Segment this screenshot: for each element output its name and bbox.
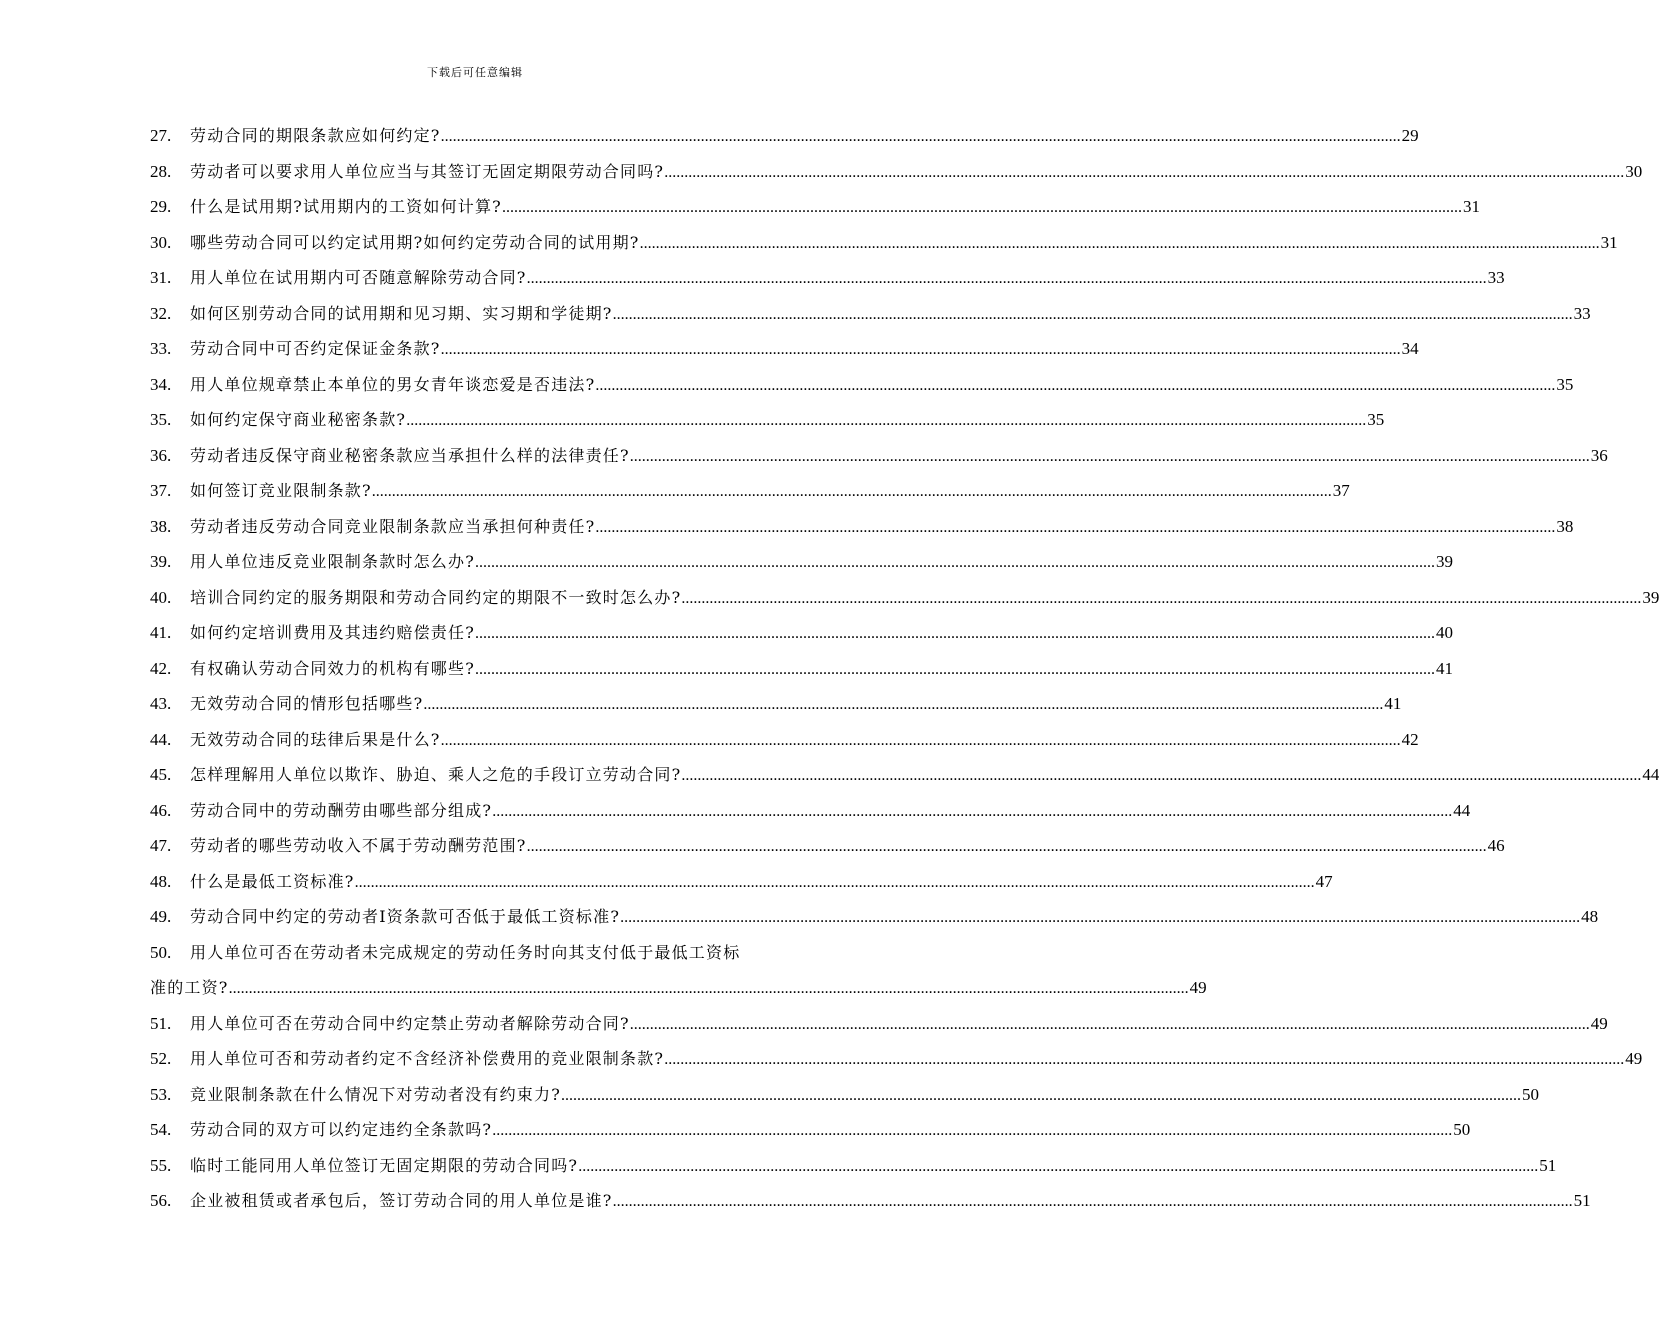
toc-entry-title: 劳动者违反劳动合同竞业限制条款应当承担何种责任?	[190, 516, 596, 536]
toc-dot-leader	[502, 190, 1462, 226]
toc-entry-title: 临时工能同用人单位签订无固定期限的劳动合同吗?	[190, 1155, 579, 1175]
toc-entry[interactable]	[150, 580, 1659, 616]
toc-entry-page: 40	[1435, 623, 1453, 642]
toc-entry-number: 54.	[150, 1120, 172, 1139]
toc-entry-page: 42	[1401, 729, 1419, 749]
toc-entry-number: 56.	[150, 1191, 172, 1210]
toc-entry-title: 劳动者的哪些劳动收入不属于劳动酬劳范围?	[190, 836, 527, 855]
toc-entry[interactable]	[150, 473, 1350, 509]
toc-dot-leader	[475, 545, 1435, 581]
toc-entry-number: 34.	[150, 374, 172, 394]
toc-entry-title: 无效劳动合同的情形包括哪些?	[190, 694, 424, 713]
toc-dot-leader	[664, 1042, 1624, 1078]
toc-dot-leader	[613, 1184, 1573, 1220]
toc-entry-number: 44.	[150, 729, 172, 749]
toc-dot-leader	[640, 226, 1600, 262]
toc-entry[interactable]	[150, 899, 1599, 935]
toc-entry-page: 51	[1573, 1191, 1591, 1210]
toc-entry-page: 38	[1556, 516, 1574, 536]
table-of-contents	[150, 118, 1659, 1219]
toc-dot-leader	[527, 261, 1487, 297]
toc-dot-leader	[441, 332, 1401, 368]
toc-entry-number: 30.	[150, 232, 172, 252]
toc-entry-title: 哪些劳动合同可以约定试用期?如何约定劳动合同的试用期?	[190, 232, 640, 252]
toc-dot-leader	[475, 616, 1435, 652]
toc-dot-leader	[630, 439, 1590, 475]
toc-entry-50-line1[interactable]	[150, 935, 818, 971]
toc-dot-leader	[423, 687, 1383, 723]
toc-entry-title: 用人单位违反竞业限制条款时怎么办?	[190, 552, 475, 571]
toc-entry-title-continued: 准的工资?	[150, 978, 229, 997]
toc-entry[interactable]	[150, 828, 1505, 864]
toc-entry-page: 34	[1401, 339, 1419, 358]
toc-entry[interactable]	[150, 722, 1419, 758]
toc-entry-page: 31	[1600, 232, 1618, 252]
toc-entry-number: 36.	[150, 445, 172, 465]
toc-entry[interactable]	[150, 438, 1608, 474]
toc-entry-number: 49.	[150, 907, 172, 926]
toc-dot-leader	[595, 510, 1555, 546]
toc-entry-page: 51	[1539, 1155, 1557, 1175]
toc-entry-title: 有权确认劳动合同效力的机构有哪些?	[190, 658, 475, 678]
toc-entry-number: 31.	[150, 268, 172, 287]
toc-dot-leader	[441, 119, 1401, 155]
toc-entry-number: 53.	[150, 1084, 172, 1104]
toc-entry-title: 企业被租赁或者承包后，签订劳动合同的用人单位是谁?	[190, 1191, 613, 1210]
toc-entry[interactable]	[150, 1077, 1539, 1113]
toc-entry-number: 48.	[150, 871, 172, 891]
toc-entry-title: 如何约定保守商业秘密条款?	[190, 410, 407, 429]
toc-entry-page: 33	[1487, 268, 1505, 287]
toc-entry[interactable]	[150, 331, 1419, 367]
toc-entry-number: 28.	[150, 161, 172, 181]
toc-entry-title: 培训合同约定的服务期限和劳动合同约定的期限不一致时怎么办?	[190, 587, 682, 607]
toc-entry-number: 51.	[150, 1013, 172, 1033]
toc-entry-page: 44	[1453, 800, 1471, 820]
toc-dot-leader	[681, 758, 1641, 794]
toc-entry-title: 劳动合同中的劳动酬劳由哪些部分组成?	[190, 800, 493, 820]
toc-list	[150, 118, 1659, 935]
toc-dot-leader	[620, 900, 1580, 936]
toc-list	[150, 1006, 1643, 1219]
toc-entry[interactable]	[150, 1148, 1557, 1184]
toc-entry-title: 劳动合同的双方可以约定违约全条款吗?	[190, 1120, 493, 1139]
toc-entry-page: 49	[1590, 1013, 1608, 1033]
toc-entry-number: 55.	[150, 1155, 172, 1175]
toc-entry-number: 52.	[150, 1049, 172, 1068]
toc-entry-number: 50.	[150, 942, 172, 962]
toc-entry[interactable]	[150, 686, 1402, 722]
toc-entry-page: 50	[1521, 1084, 1539, 1104]
toc-entry-page: 35	[1367, 410, 1385, 429]
toc-entry-page: 31	[1462, 197, 1480, 216]
toc-entry-number: 42.	[150, 658, 172, 678]
toc-entry[interactable]	[150, 154, 1643, 190]
toc-entry-number: 43.	[150, 694, 172, 713]
toc-entry-title: 劳动合同中约定的劳动者I资条款可否低于最低工资标准?	[190, 907, 621, 926]
toc-entry-title: 用人单位规章禁止本单位的男女青年谈恋爱是否违法?	[190, 374, 596, 394]
toc-dot-leader	[561, 1078, 1521, 1114]
toc-entry-page: 35	[1556, 374, 1574, 394]
toc-dot-leader	[527, 829, 1487, 865]
toc-entry-number: 46.	[150, 800, 172, 820]
toc-entry[interactable]	[150, 544, 1453, 580]
toc-entry-page: 39	[1642, 587, 1659, 607]
toc-entry[interactable]	[150, 367, 1574, 403]
toc-entry-title: 无效劳动合同的珐律后果是什么?	[190, 729, 441, 749]
toc-entry[interactable]	[150, 1112, 1471, 1148]
toc-entry-page: 41	[1435, 658, 1453, 678]
toc-entry-title: 劳动者可以要求用人单位应当与其签订无固定期限劳动合同吗?	[190, 161, 665, 181]
toc-dot-leader	[630, 1007, 1590, 1043]
toc-entry-page: 48	[1581, 907, 1599, 926]
toc-entry[interactable]	[150, 793, 1471, 829]
toc-dot-leader	[664, 155, 1624, 191]
toc-entry[interactable]	[150, 1041, 1643, 1077]
toc-entry-page: 29	[1401, 126, 1419, 145]
toc-dot-leader	[578, 1149, 1538, 1185]
toc-entry[interactable]	[150, 402, 1385, 438]
toc-dot-leader	[681, 581, 1641, 617]
toc-entry[interactable]	[150, 296, 1591, 332]
toc-entry-page: 36	[1590, 445, 1608, 465]
toc-entry-title: 竞业限制条款在什么情况下对劳动者没有约束力?	[190, 1084, 561, 1104]
toc-entry-title: 用人单位可否在劳动者未完成规定的劳动任务时向其支付低于最低工资标	[190, 942, 741, 962]
toc-entry-page: 30	[1625, 161, 1643, 181]
toc-entry-number: 35.	[150, 410, 172, 429]
toc-entry-number: 32.	[150, 303, 172, 323]
toc-entry[interactable]	[150, 1006, 1608, 1042]
toc-dot-leader	[595, 368, 1555, 404]
toc-entry-page: 41	[1384, 694, 1402, 713]
toc-entry-title: 怎样理解用人单位以欺诈、胁迫、乘人之危的手段订立劳动合同?	[190, 765, 682, 784]
toc-entry[interactable]	[150, 615, 1453, 651]
toc-dot-leader	[492, 794, 1452, 830]
toc-entry-number: 39.	[150, 552, 172, 571]
toc-entry[interactable]	[150, 118, 1419, 154]
toc-entry-page: 37	[1332, 481, 1350, 500]
toc-entry-page: 49	[1189, 978, 1207, 997]
toc-entry-number: 29.	[150, 197, 172, 216]
toc-entry[interactable]	[150, 651, 1453, 687]
toc-entry-title: 什么是试用期?试用期内的工资如何计算?	[190, 197, 502, 216]
toc-entry-title: 如何签订竞业限制条款?	[190, 481, 372, 500]
toc-entry-page: 49	[1625, 1049, 1643, 1068]
toc-entry-title: 用人单位可否在劳动合同中约定禁止劳动者解除劳动合同?	[190, 1013, 630, 1033]
toc-entry-number: 33.	[150, 339, 172, 358]
toc-entry-number: 37.	[150, 481, 172, 500]
toc-entry-page: 44	[1642, 765, 1659, 784]
toc-entry[interactable]	[150, 509, 1574, 545]
toc-entry-title: 如何约定培训费用及其违约赔偿责任?	[190, 623, 475, 642]
toc-entry-title: 劳动合同中可否约定保证金条款?	[190, 339, 441, 358]
toc-entry-number: 38.	[150, 516, 172, 536]
toc-entry-title: 劳动合同的期限条款应如何约定?	[190, 126, 441, 145]
toc-dot-leader	[355, 865, 1315, 901]
toc-entry[interactable]	[150, 260, 1505, 296]
toc-entry[interactable]	[150, 1183, 1591, 1219]
toc-dot-leader	[372, 474, 1332, 510]
toc-dot-leader	[613, 297, 1573, 333]
toc-entry-number: 45.	[150, 765, 172, 784]
toc-entry-page: 47	[1315, 871, 1333, 891]
toc-entry-50-line2[interactable]	[150, 970, 1207, 1006]
toc-dot-leader	[475, 652, 1435, 688]
toc-entry-number: 47.	[150, 836, 172, 855]
toc-entry-page: 50	[1453, 1120, 1471, 1139]
toc-entry[interactable]	[150, 757, 1659, 793]
toc-dot-leader	[229, 971, 1189, 1007]
toc-entry-page: 39	[1435, 552, 1453, 571]
toc-entry-number: 40.	[150, 587, 172, 607]
toc-dot-leader	[406, 403, 1366, 439]
page-header: 下载后可任意编辑	[427, 66, 523, 79]
toc-dot-leader	[441, 723, 1401, 759]
toc-entry-page: 46	[1487, 836, 1505, 855]
toc-entry-number: 27.	[150, 126, 172, 145]
toc-dot-leader	[492, 1113, 1452, 1149]
toc-entry-title: 劳动者违反保守商业秘密条款应当承担什么样的法律责任?	[190, 445, 630, 465]
toc-entry-title: 什么是最低工资标准?	[190, 871, 355, 891]
toc-entry[interactable]	[150, 864, 1333, 900]
toc-entry-title: 如何区别劳动合同的试用期和见习期、实习期和学徒期?	[190, 303, 613, 323]
toc-entry-number: 41.	[150, 623, 172, 642]
toc-entry-title: 用人单位可否和劳动者约定不含经济补偿费用的竞业限制条款?	[190, 1049, 665, 1068]
toc-entry-page: 33	[1573, 303, 1591, 323]
toc-entry[interactable]	[150, 225, 1618, 261]
toc-entry[interactable]	[150, 189, 1480, 225]
toc-entry-title: 用人单位在试用期内可否随意解除劳动合同?	[190, 268, 527, 287]
